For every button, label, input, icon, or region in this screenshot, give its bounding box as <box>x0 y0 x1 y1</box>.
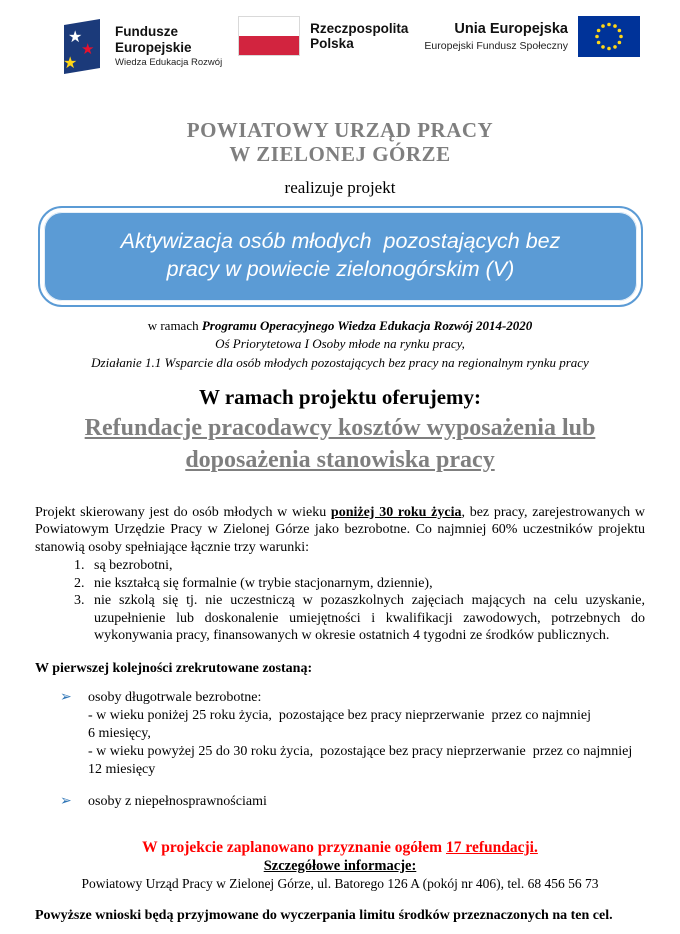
conditions-list <box>35 557 645 645</box>
fundusze-subtitle: Wiedza Edukacja Rozwój <box>115 56 223 68</box>
realizes-project-label: realizuje projekt <box>284 178 396 198</box>
arrow-bullet-icon: ➢ <box>60 794 72 810</box>
recruitment-item-label: osoby z niepełnosprawnościami <box>88 794 267 810</box>
svg-text:★: ★ <box>81 41 95 58</box>
office-title-line2: W ZIELONEJ GÓRZE <box>229 142 451 167</box>
office-title <box>35 118 645 166</box>
description-part1: Projekt skierowany jest do osób młodych w wieku <box>35 504 331 520</box>
refunds-summary <box>35 839 645 857</box>
programme-block <box>35 317 645 372</box>
polska-title-line2: Polska <box>310 36 354 51</box>
project-description <box>35 504 645 557</box>
unia-text <box>424 21 568 51</box>
condition-item <box>88 575 645 593</box>
programme-name: Programu Operacyjnego Wiedza Edukacja Rozwój 2014-2020 <box>201 318 533 334</box>
condition-text: nie szkolą się tj. nie uczestniczą w pozaszkolnych zajęciach mających na celu uzyskanie, uzupełnienie lub doskonalenie umiejętności i kwalifikacji zawodowych, potrzebnych do wykonywania pracy, finansowanych w okresie ostatnich 4 tygodni ze środków publicznych. <box>94 593 645 644</box>
recruitment-subline: - w wieku poniżej 25 roku życia, pozostające bez pracy nieprzerwanie przez co najmniej <box>88 707 591 723</box>
project-title-banner-inner <box>44 212 637 301</box>
recruitment-item-label: osoby długotrwale bezrobotne: <box>88 689 262 705</box>
logo-rzeczpospolita-polska <box>238 16 408 56</box>
svg-text:★: ★ <box>63 55 78 72</box>
unia-title: Unia Europejska <box>454 21 568 38</box>
fundusze-europejskie-flag-icon <box>55 16 105 76</box>
logo-unia-europejska <box>424 16 640 57</box>
logo-strip <box>35 14 645 92</box>
fundusze-europejskie-text <box>115 24 222 67</box>
eu-flag-icon <box>578 16 640 57</box>
arrow-bullet-icon: ➢ <box>60 689 72 705</box>
details-heading: Szczegółowe informacje: <box>263 857 417 874</box>
unia-subtitle: Europejski Fundusz Społeczny <box>424 39 568 52</box>
recruitment-item <box>35 689 645 780</box>
project-title-line1: Aktywizacja osób młodych pozostających bez <box>120 229 561 254</box>
offer-subheading: Refundacje pracodawcy kosztów wyposażenia lub doposażenia stanowiska pracy <box>84 414 596 473</box>
recruitment-subline: 6 miesięcy, <box>88 725 151 741</box>
refunds-summary-count: 17 refundacji. <box>445 838 538 856</box>
recruitment-item-body <box>88 689 645 780</box>
recruitment-subline: - w wieku powyżej 25 do 30 roku życia, pozostające bez pracy nieprzerwanie przez co najmniej <box>88 744 633 760</box>
refunds-summary-text: W projekcie zaplanowano przyznanie ogółem <box>142 838 446 856</box>
description-highlight: poniżej 30 roku życia <box>330 504 462 520</box>
condition-item <box>88 592 645 645</box>
office-address: Powiatowy Urząd Pracy w Zielonej Górze, ul. Batorego 126 A (pokój nr 406), tel. 68 456 56 73 <box>81 875 599 891</box>
programme-prefix: w ramach <box>147 318 202 334</box>
poland-flag-icon <box>238 16 300 56</box>
fundusze-title-line2: Europejskie <box>115 39 192 55</box>
description-part2: , bez pracy, zarejestrowanych w Powiatowym Urzędzie Pracy w Zielonej Górze jako bezrobotne. Co najmniej 60% uczestników projektu stanowią osoby spełniające łącznie trzy warunki: <box>35 504 646 555</box>
project-title-line2: pracy w powiecie zielonogórskim (V) <box>166 257 515 282</box>
recruitment-item-body <box>88 793 645 811</box>
programme-line2: Oś Priorytetowa I Osoby młode na rynku pracy, <box>215 336 465 352</box>
office-title-line1: POWIATOWY URZĄD PRACY <box>186 118 494 142</box>
logo-fundusze-europejskie <box>55 16 222 76</box>
recruitment-item <box>35 793 645 811</box>
offer-heading: W ramach projektu oferujemy: <box>198 384 482 409</box>
fundusze-title-line1: Fundusze <box>115 24 178 40</box>
project-title-banner <box>38 206 643 307</box>
recruitment-heading: W pierwszej kolejności zrekrutowane zostaną: <box>35 660 313 676</box>
condition-text: są bezrobotni, <box>94 558 173 574</box>
condition-item <box>88 557 645 575</box>
polska-text <box>310 21 408 51</box>
programme-line1 <box>35 317 645 335</box>
programme-line3: Działanie 1.1 Wsparcie dla osób młodych pozostających bez pracy na regionalnym rynku pracy <box>91 354 589 370</box>
polska-title-line1: Rzeczpospolita <box>310 20 409 36</box>
recruitment-subline: 12 miesięcy <box>88 762 156 778</box>
footer-note: Powyższe wnioski będą przyjmowane do wyczerpania limitu środków przeznaczonych na ten cel. <box>35 907 613 923</box>
svg-text:★: ★ <box>68 29 83 46</box>
condition-text: nie kształcą się formalnie (w trybie stacjonarnym, dziennie), <box>94 575 433 591</box>
